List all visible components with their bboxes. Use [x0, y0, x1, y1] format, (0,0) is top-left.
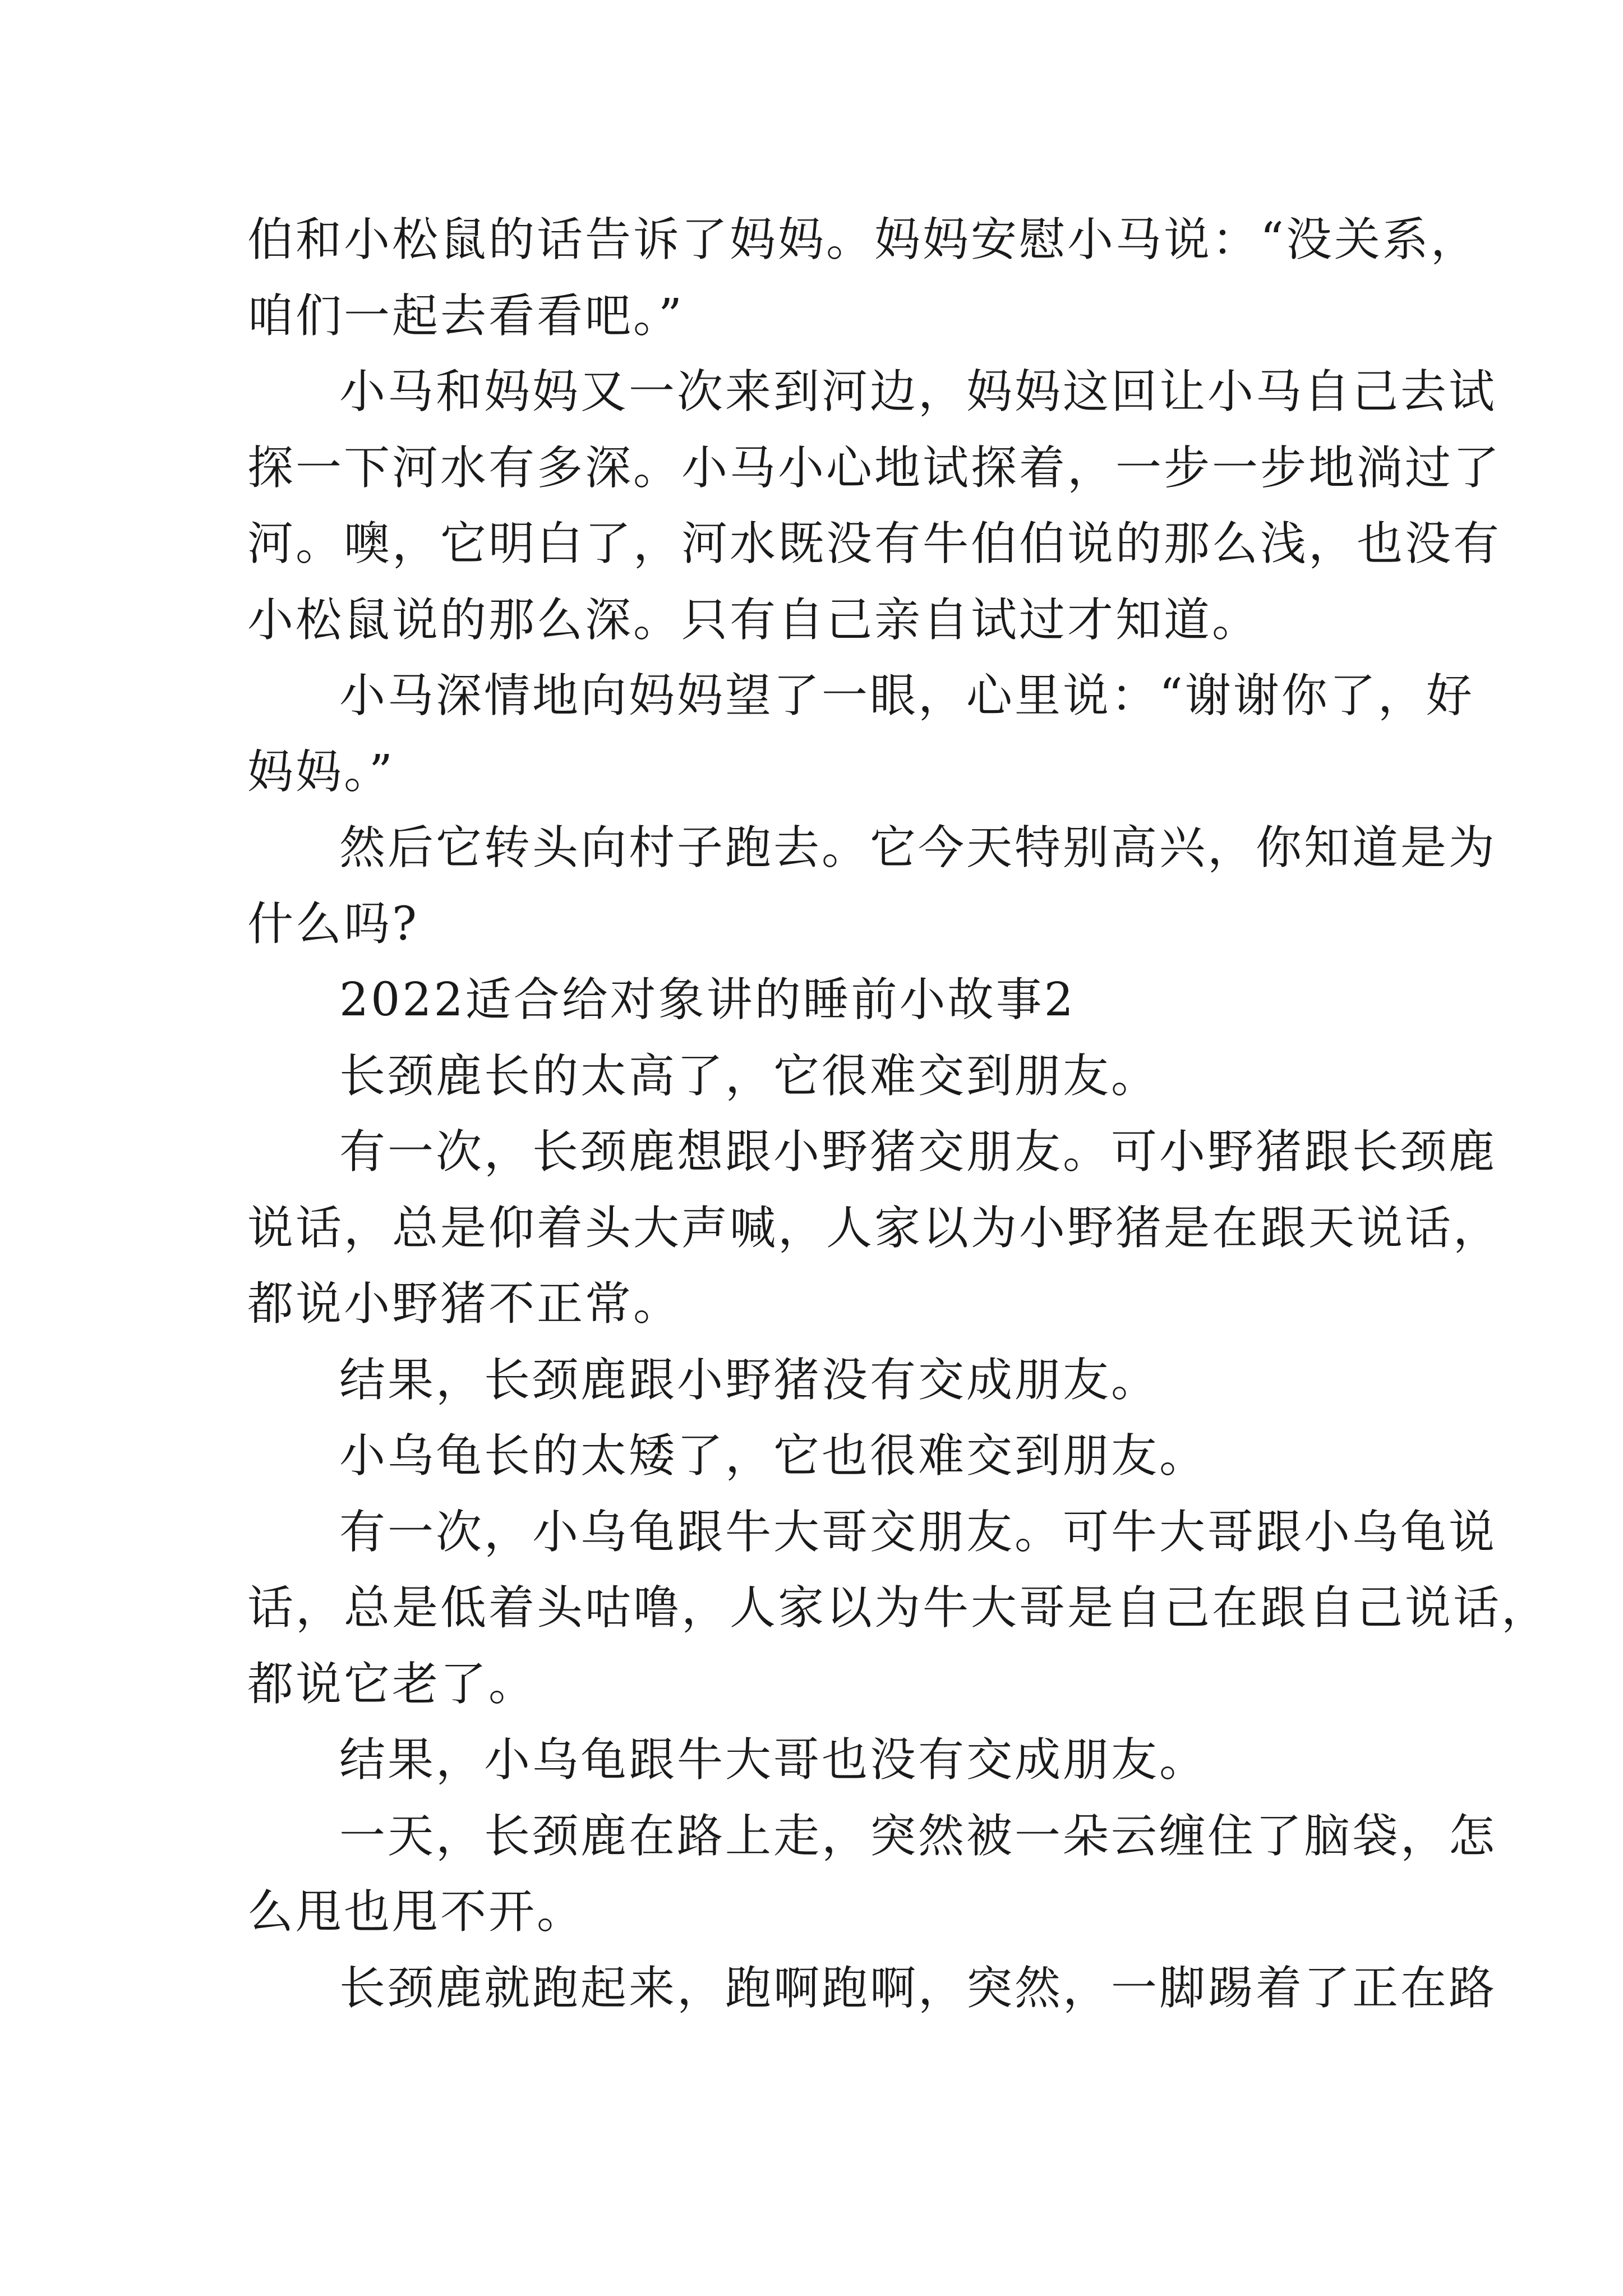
- text-line-20: 都说它老了。: [247, 1657, 537, 1711]
- text-line-14: 说话，总是仰着头大声喊，人家以为小野猪是在跟天说话，: [247, 1201, 1502, 1255]
- text-line-10: 什么吗?: [247, 897, 419, 951]
- text-line-15: 都说小野猪不正常。: [247, 1277, 682, 1331]
- text-line-16: 结果，长颈鹿跟小野猪没有交成朋友。: [339, 1353, 1160, 1407]
- document-body: [247, 202, 1550, 2026]
- text-line-24: 长颈鹿就跑起来，跑啊跑啊，突然，一脚踢着了正在路: [339, 1961, 1497, 2015]
- text-line-21: 结果，小乌龟跟牛大哥也没有交成朋友。: [339, 1733, 1208, 1787]
- text-line-18: 有一次，小乌龟跟牛大哥交朋友。可牛大哥跟小乌龟说: [339, 1505, 1497, 1559]
- text-line-19: 话，总是低着头咕噜，人家以为牛大哥是自己在跟自己说话，: [247, 1581, 1550, 1635]
- text-line-13: 有一次，长颈鹿想跟小野猪交朋友。可小野猪跟长颈鹿: [339, 1125, 1497, 1179]
- section-heading: 2022适合给对象讲的睡前小故事2: [339, 973, 1076, 1027]
- text-line-6: 小松鼠说的那么深。只有自己亲自试过才知道。: [247, 593, 1261, 647]
- text-line-23: 么甩也甩不开。: [247, 1885, 585, 1939]
- text-line-17: 小乌龟长的太矮了，它也很难交到朋友。: [339, 1429, 1208, 1483]
- text-line-1: 伯和小松鼠的话告诉了妈妈。妈妈安慰小马说：“没关系，: [247, 213, 1479, 266]
- text-line-4: 探一下河水有多深。小马小心地试探着，一步一步地淌过了: [247, 441, 1502, 495]
- text-line-22: 一天，长颈鹿在路上走，突然被一朵云缠住了脑袋，怎: [339, 1809, 1497, 1863]
- text-line-9: 然后它转头向村子跑去。它今天特别高兴，你知道是为: [339, 821, 1497, 875]
- text-line-3: 小马和妈妈又一次来到河边，妈妈这回让小马自己去试: [339, 365, 1497, 418]
- text-line-12: 长颈鹿长的太高了，它很难交到朋友。: [339, 1049, 1160, 1103]
- text-line-2: 咱们一起去看看吧。”: [247, 289, 684, 343]
- text-line-7: 小马深情地向妈妈望了一眼，心里说：“谢谢你了，好: [339, 669, 1474, 723]
- text-line-8: 妈妈。”: [247, 745, 395, 799]
- text-line-5: 河。噢，它明白了，河水既没有牛伯伯说的那么浅，也没有: [247, 517, 1502, 570]
